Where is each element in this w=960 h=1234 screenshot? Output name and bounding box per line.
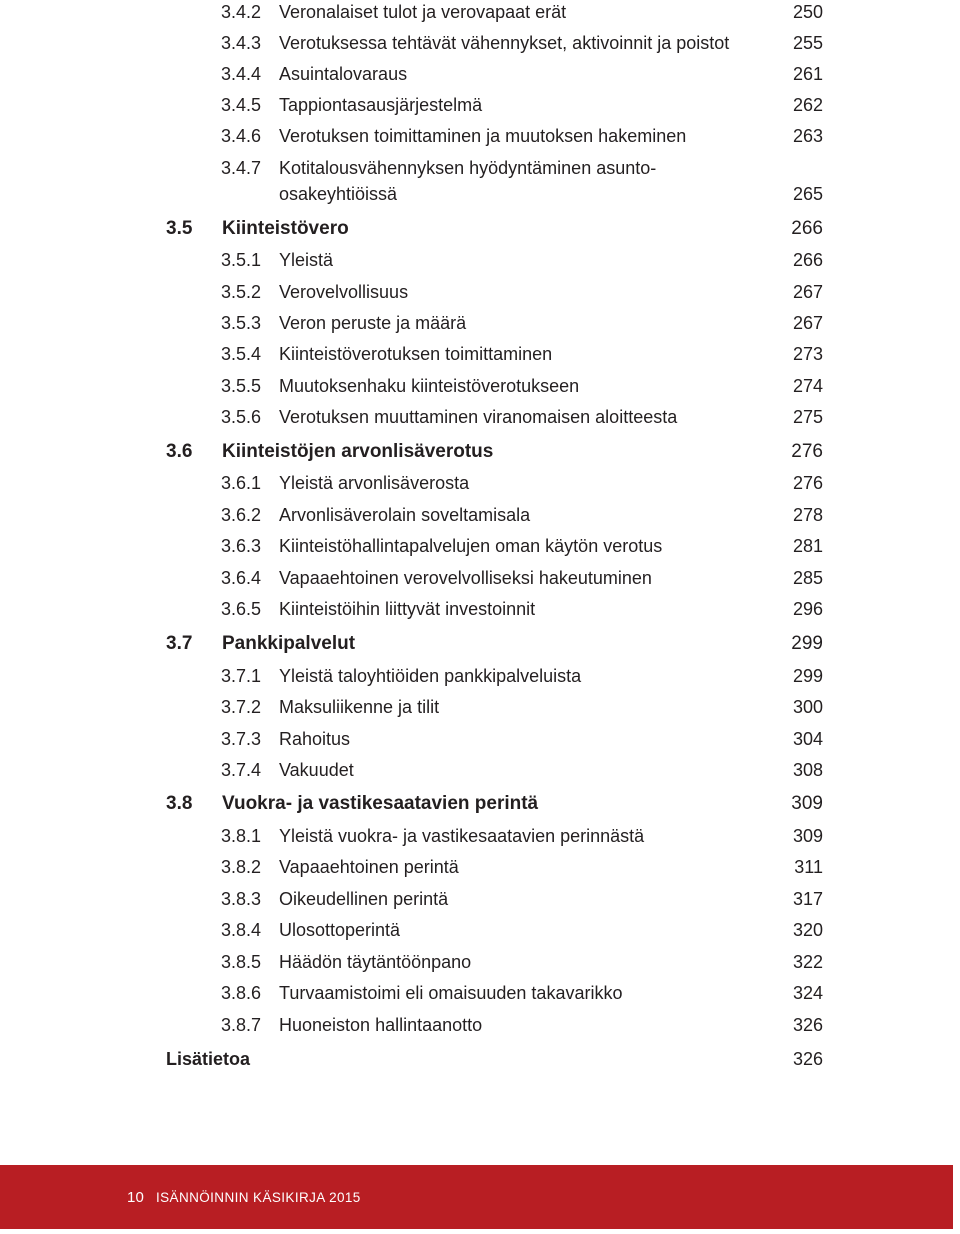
toc-entry-number: 3.4.2 (221, 2, 262, 22)
toc-entry-page: 267 (792, 313, 823, 333)
toc-entry-page: 281 (792, 536, 823, 556)
toc-entry-number: 3.8.6 (221, 983, 262, 1003)
toc-entry-title: Arvonlisäverolain soveltamisala (279, 505, 531, 525)
toc-entry-number: 3.5.1 (221, 250, 262, 270)
toc-entry-number: 3.7.1 (221, 666, 262, 686)
toc-entry-number: 3.8.1 (221, 826, 262, 846)
toc-entry-page: 255 (792, 33, 823, 53)
toc-entry-title: Muutoksenhaku kiinteistöverotukseen (279, 376, 580, 396)
toc-entry-title: Vapaaehtoinen verovelvolliseksi hakeutuminen (279, 568, 652, 588)
toc-entry-title: Verotuksen toimittaminen ja muutoksen hakeminen (279, 126, 687, 146)
toc-entry-page: 296 (792, 599, 823, 619)
toc-entry-page: 265 (792, 184, 823, 204)
toc-entry-title: Veronalaiset tulot ja verovapaat erät (279, 2, 567, 22)
toc-entry-page: 266 (791, 218, 823, 239)
toc-entry-title: Kotitalousvähennyksen hyödyntäminen asunto- (279, 158, 657, 178)
toc-entry-title: Yleistä vuokra- ja vastikesaatavien perinnästä (279, 826, 645, 846)
toc-entry-page: 308 (792, 760, 823, 780)
toc-entry-number: 3.7.2 (221, 697, 262, 717)
toc-entry-page: 275 (792, 407, 823, 427)
toc-entry-page: 322 (792, 952, 823, 972)
toc-entry-title: Verotuksessa tehtävät vähennykset, aktivoinnit ja poistot (279, 33, 730, 53)
toc-entry-page: 274 (792, 376, 823, 396)
toc-entry-number: 3.6.3 (221, 536, 262, 556)
toc-entry-title: Yleistä (279, 250, 334, 270)
toc-entry-title: Huoneiston hallintaanotto (279, 1015, 483, 1035)
toc-entry-number: 3.4.3 (221, 33, 262, 53)
toc-entry-page: 250 (792, 2, 823, 22)
toc-entry-title-continued: osakeyhtiöissä (279, 184, 398, 204)
footer-book-title: ISÄNNÖINNIN KÄSIKIRJA 2015 (156, 1190, 361, 1205)
toc-entry-title: Vakuudet (279, 760, 354, 780)
toc-entry-number: 3.5 (166, 218, 193, 239)
toc-entry-page: 267 (792, 282, 823, 302)
toc-entry-page: 276 (792, 473, 823, 493)
toc-entry-page: 263 (792, 126, 823, 146)
toc-entry-number: 3.6.2 (221, 505, 262, 525)
toc-entry-number: 3.5.2 (221, 282, 262, 302)
toc-entry-page: 320 (792, 920, 823, 940)
toc-entry-page: 309 (792, 826, 823, 846)
toc-entry-title: Yleistä taloyhtiöiden pankkipalveluista (279, 666, 582, 686)
toc-entry-page: 266 (792, 250, 823, 270)
toc-entry-number: 3.6.1 (221, 473, 262, 493)
footer-page-number: 10 (127, 1189, 145, 1206)
toc-entry-page: 300 (792, 697, 823, 717)
toc-entry-page: 304 (792, 729, 823, 749)
toc-entry-page: 311 (794, 857, 823, 877)
toc-entry-title: Verotuksen muuttaminen viranomaisen aloitteesta (279, 407, 678, 427)
toc-entry-number: 3.4.6 (221, 126, 262, 146)
toc-entry-page: 261 (792, 64, 823, 84)
toc-entry-number: 3.6.4 (221, 568, 262, 588)
toc-entry-number: 3.8.7 (221, 1015, 262, 1035)
toc-entry-title: Turvaamistoimi eli omaisuuden takavarikko (279, 983, 623, 1003)
toc-entry-title: Oikeudellinen perintä (279, 889, 449, 909)
toc-entry-title: Maksuliikenne ja tilit (279, 697, 440, 717)
toc-entry-number: 3.8.3 (221, 889, 262, 909)
toc-entry-number: 3.5.3 (221, 313, 262, 333)
footer-band (0, 1165, 953, 1229)
toc-entry-number: 3.4.7 (221, 158, 262, 178)
toc-entry-number: 3.4.5 (221, 95, 262, 115)
toc-entry-page: 273 (792, 344, 823, 364)
toc-entry-number: 3.5.4 (221, 344, 262, 364)
toc-entry-number: 3.5.5 (221, 376, 262, 396)
toc-entry-number: 3.8.2 (221, 857, 262, 877)
toc-entry-title: Kiinteistöhallintapalvelujen oman käytön verotus (279, 536, 663, 556)
toc-entry-title: Pankkipalvelut (222, 633, 356, 654)
toc-entry-number: 3.7.4 (221, 760, 262, 780)
toc-entry-page: 278 (792, 505, 823, 525)
toc-entry-title: Asuintalovaraus (279, 64, 408, 84)
toc-entry-title: Vuokra- ja vastikesaatavien perintä (222, 793, 539, 814)
toc-entry-title: Lisätietoa (166, 1049, 251, 1069)
toc-entry-page: 326 (792, 1015, 823, 1035)
toc-entry-page: 309 (791, 793, 823, 814)
toc-entry-number: 3.4.4 (221, 64, 262, 84)
toc-entry-title: Kiinteistöjen arvonlisäverotus (222, 441, 494, 462)
toc-entry-title: Rahoitus (279, 729, 351, 749)
toc-entry-number: 3.8.5 (221, 952, 262, 972)
toc-entry-page: 285 (792, 568, 823, 588)
toc-entry-title: Ulosottoperintä (279, 920, 401, 940)
toc-entry-title: Tappiontasausjärjestelmä (279, 95, 483, 115)
toc-entry-number: 3.6 (166, 441, 193, 462)
toc-entry-page: 317 (792, 889, 823, 909)
toc-entry-page: 276 (791, 441, 823, 462)
toc-entry-title: Kiinteistöihin liittyvät investoinnit (279, 599, 536, 619)
toc-entry-page: 324 (792, 983, 823, 1003)
toc-entry-number: 3.5.6 (221, 407, 262, 427)
toc-entry-number: 3.6.5 (221, 599, 262, 619)
toc-entry-page: 262 (792, 95, 823, 115)
toc-entry-number: 3.8.4 (221, 920, 262, 940)
toc-entry-page: 299 (791, 633, 823, 654)
toc-entry-title: Kiinteistöverotuksen toimittaminen (279, 344, 553, 364)
toc-entry-title: Yleistä arvonlisäverosta (279, 473, 470, 493)
toc-entry-number: 3.8 (166, 793, 193, 814)
toc-entry-title: Kiinteistövero (222, 218, 349, 239)
toc-entry-title: Veron peruste ja määrä (279, 313, 467, 333)
toc-entry-number: 3.7 (166, 633, 193, 654)
toc-entry-page: 299 (792, 666, 823, 686)
toc-entry-title: Vapaaehtoinen perintä (279, 857, 459, 877)
toc-entry-number: 3.7.3 (221, 729, 262, 749)
toc-entry-title: Häädön täytäntöönpano (279, 952, 472, 972)
toc-entry-title: Verovelvollisuus (279, 282, 409, 302)
toc-entry-page: 326 (792, 1049, 823, 1069)
